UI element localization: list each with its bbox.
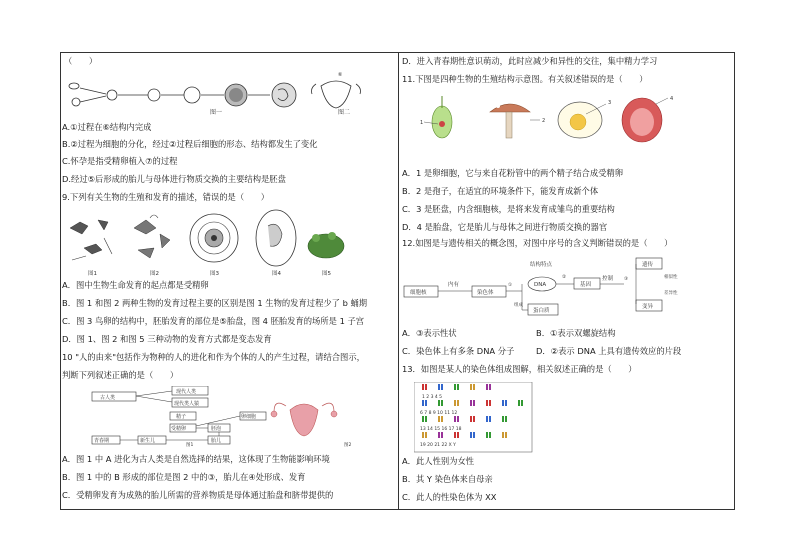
q10-figure — [90, 386, 370, 448]
chromosome-mark — [505, 400, 507, 406]
q12-link-similarity: 相似性 — [664, 275, 678, 280]
chromosome-mark — [454, 416, 456, 422]
chromosome-mark — [441, 384, 443, 390]
fig1-label: 图一 — [210, 109, 223, 116]
chromosome-mark — [486, 416, 488, 422]
q12-link-structure: 结构特点 — [530, 262, 553, 268]
q12-option-d: D．②表示 DNA 上具有遗传效应的片段 — [536, 346, 682, 356]
chromosome-mark — [489, 432, 491, 438]
chromosome-mark — [422, 400, 424, 406]
chromosome-mark — [486, 432, 488, 438]
q8-option-a: A.①过程在⑥结构内完成 — [62, 122, 152, 132]
chromosome-mark — [505, 416, 507, 422]
q8-paren: （ ） — [64, 56, 98, 66]
q10-box-puberty: 青春期 — [94, 438, 110, 444]
q8-option-d: D.经过⑤后形成的胎儿与母体进行物质交换的主要结构是胚盘 — [62, 174, 286, 184]
chromosome-mark — [438, 400, 440, 406]
q10-option-b: B．图 1 中的 B 形成的部位是图 2 中的③，胎儿在④处形成、发育 — [62, 472, 306, 482]
q12-node-dna: DNA — [534, 282, 547, 288]
q13-row1: 1 2 3 4 5 — [422, 395, 443, 400]
chromosome-mark — [422, 384, 424, 390]
chromosome-mark — [441, 432, 443, 438]
q9-fig2-label: 图2 — [150, 271, 159, 277]
q11-option-b: B．2 是孢子，在适宜的环境条件下，能发育成新个体 — [402, 186, 599, 196]
q9-fig1-label: 图1 — [88, 271, 97, 277]
chromosome-mark — [441, 416, 443, 422]
chromosome-mark — [441, 400, 443, 406]
q10-box-ape: 现代类人猿 — [174, 401, 200, 407]
q12-link-inside: 内有 — [448, 282, 460, 288]
chromosome-mark — [422, 432, 424, 438]
chromosome-mark — [473, 416, 475, 422]
q10-option-a: A．图 1 中 A 进化为古人类是自然选择的结果，这体现了生物能影响环境 — [62, 454, 330, 464]
chromosome-mark — [518, 400, 520, 406]
chromosome-mark — [457, 384, 459, 390]
chromosome-mark — [473, 400, 475, 406]
chromosome-mark — [470, 416, 472, 422]
q11-option-c: C．3 是胚盘，内含细胞核，是将来发育成雏鸟的重要结构 — [402, 204, 615, 214]
q12-node-nucleus: 细胞核 — [410, 290, 427, 296]
q12-option-b: B．①表示双螺旋结构 — [536, 328, 616, 338]
q12-option-a: A．③表示性状 — [402, 328, 457, 338]
q9-figure — [64, 208, 354, 278]
q13-karyotype — [414, 382, 534, 454]
chromosome-mark — [502, 432, 504, 438]
q10-option-d: D．进入青春期性意识萌动，此时应减少和异性的交往，集中精力学习 — [402, 56, 658, 66]
q10-stem-line1: 10 "人的由来"包括作为物种的人的进化和作为个体的人的产生过程，请结合图示， — [62, 352, 365, 362]
q10-box-fetus: 胎儿 — [211, 438, 222, 444]
q12-link-difference: 差异性 — [664, 291, 678, 296]
q13-option-c: C．此人的性染色体为 XX — [402, 492, 497, 502]
chromosome-mark — [473, 384, 475, 390]
q9-option-d: D．图 1、图 2 和图 5 三种动物的发育方式都是变态发育 — [62, 334, 272, 344]
chromosome-mark — [502, 416, 504, 422]
chromosome-mark — [454, 384, 456, 390]
q10-box-egg: 卵细胞 — [241, 414, 257, 420]
q8-option-b: B.②过程为细胞的分化，经过②过程后细胞的形态、结构都发生了变化 — [62, 139, 318, 149]
q12-link-control: 控制 — [602, 276, 614, 282]
chromosome-mark — [425, 400, 427, 406]
q13-row4: 19 20 21 22 X Y — [420, 443, 456, 448]
chromosome-mark — [457, 416, 459, 422]
chromosome-mark — [457, 432, 459, 438]
q10-box-ancient: 古人类 — [100, 395, 116, 401]
chromosome-mark — [425, 416, 427, 422]
chromosome-mark — [489, 416, 491, 422]
q9-stem: 9.下列有关生物的生殖和发育的描述，错误的是（ ） — [62, 192, 270, 202]
q12-node-variation: 变异 — [642, 304, 654, 310]
chromosome-mark — [521, 400, 523, 406]
chromosome-mark — [425, 384, 427, 390]
q12-node-gene: 基因 — [580, 282, 592, 288]
q11-stem: 11.下图是四种生物的生殖结构示意图。有关叙述错误的是（ ） — [402, 74, 648, 84]
chromosome-mark — [454, 432, 456, 438]
q10-box-newborn: 新生儿 — [140, 438, 156, 444]
chromosome-mark — [473, 432, 475, 438]
q10-stem-line2: 判断下列叙述正确的是（ ） — [62, 370, 179, 380]
q12-circle-1: ① — [508, 283, 513, 288]
chromosome-mark — [422, 416, 424, 422]
q9-fig3-label: 图3 — [210, 271, 219, 277]
q13-option-b: B．其 Y 染色体来自母亲 — [402, 474, 493, 484]
chromosome-mark — [470, 384, 472, 390]
chromosome-mark — [486, 400, 488, 406]
q11-mark-2: 2 — [542, 118, 546, 124]
q8-figure — [66, 68, 366, 118]
q12-concept-map — [402, 256, 722, 324]
q9-option-b: B．图 1 和图 2 两种生物的发育过程主要的区别是图 1 生物的发育过程少了 b 蛹期 — [62, 298, 368, 308]
q10-box-modern-human: 现代人类 — [176, 389, 197, 395]
q11-option-a: A．1 是卵细胞，它与来自花粉管中的两个精子结合成受精卵 — [402, 168, 624, 178]
chromosome-mark — [438, 416, 440, 422]
q10-box-blastocyst: 胚泡 — [211, 426, 222, 432]
fig2-label: 图二 — [338, 109, 351, 116]
chromosome-mark — [425, 432, 427, 438]
q11-figure — [420, 90, 680, 146]
q10-fig1-label: 图1 — [186, 443, 194, 448]
q9-fig4-label: 图4 — [272, 271, 281, 277]
q12-node-chromosome: 染色体 — [477, 290, 494, 296]
q13-stem: 13．如图是某人的染色体组成图解，相关叙述正确的是（ ） — [402, 364, 637, 374]
q12-node-protein: 蛋白质 — [533, 308, 550, 314]
q12-link-composed: 组成 — [514, 303, 523, 308]
chromosome-mark — [470, 400, 472, 406]
chromosome-mark — [457, 400, 459, 406]
q11-option-d: D．4 是胎盘，它是胎儿与母体之间进行物质交换的器官 — [402, 222, 608, 232]
q11-mark-4: 4 — [670, 96, 674, 102]
q13-row3: 13 14 15 16 17 18 — [420, 427, 462, 432]
chromosome-mark — [502, 400, 504, 406]
column-divider — [398, 52, 399, 510]
q10-box-sperm: 精子 — [176, 414, 187, 420]
q12-circle-3: ③ — [624, 277, 629, 282]
q13-option-a: A．此人性别为女性 — [402, 456, 475, 466]
q12-node-heredity: 遗传 — [642, 262, 654, 268]
q11-mark-3: 3 — [608, 100, 612, 106]
chromosome-mark — [454, 400, 456, 406]
q11-mark-1: 1 — [420, 120, 424, 126]
chromosome-mark — [489, 384, 491, 390]
q10-option-c: C．受精卵发育为成熟的胎儿所需的营养物质是母体通过胎盘和脐带提供的 — [62, 490, 334, 500]
chromosome-mark — [505, 432, 507, 438]
q10-box-zygote: 受精卵 — [171, 426, 187, 432]
q12-option-c: C．染色体上有多条 DNA 分子 — [402, 346, 515, 356]
q12-stem: 12.如图是与遗传相关的概念图，对图中序号的含义判断错误的是（ ） — [402, 238, 673, 248]
chromosome-mark — [489, 400, 491, 406]
q8-option-c: C.怀孕是指受精卵植入⑦的过程 — [62, 156, 178, 166]
chromosome-mark — [486, 384, 488, 390]
chromosome-mark — [438, 384, 440, 390]
svg-text:⑥: ⑥ — [338, 72, 343, 78]
chromosome-mark — [470, 432, 472, 438]
q12-circle-2: ② — [562, 275, 567, 280]
q9-fig5-label: 图5 — [322, 271, 331, 277]
q9-option-c: C．图 3 鸟卵的结构中，胚胎发育的部位是⑤胎盘，图 4 胚胎发育的场所是 1 子宫 — [62, 316, 365, 326]
q13-row2: 6 7 8 9 10 11 12 — [420, 411, 458, 416]
chromosome-mark — [438, 432, 440, 438]
q10-fig2-label: 图2 — [344, 443, 352, 448]
q9-option-a: A．图中生物生命发育的起点都是受精卵 — [62, 280, 209, 290]
